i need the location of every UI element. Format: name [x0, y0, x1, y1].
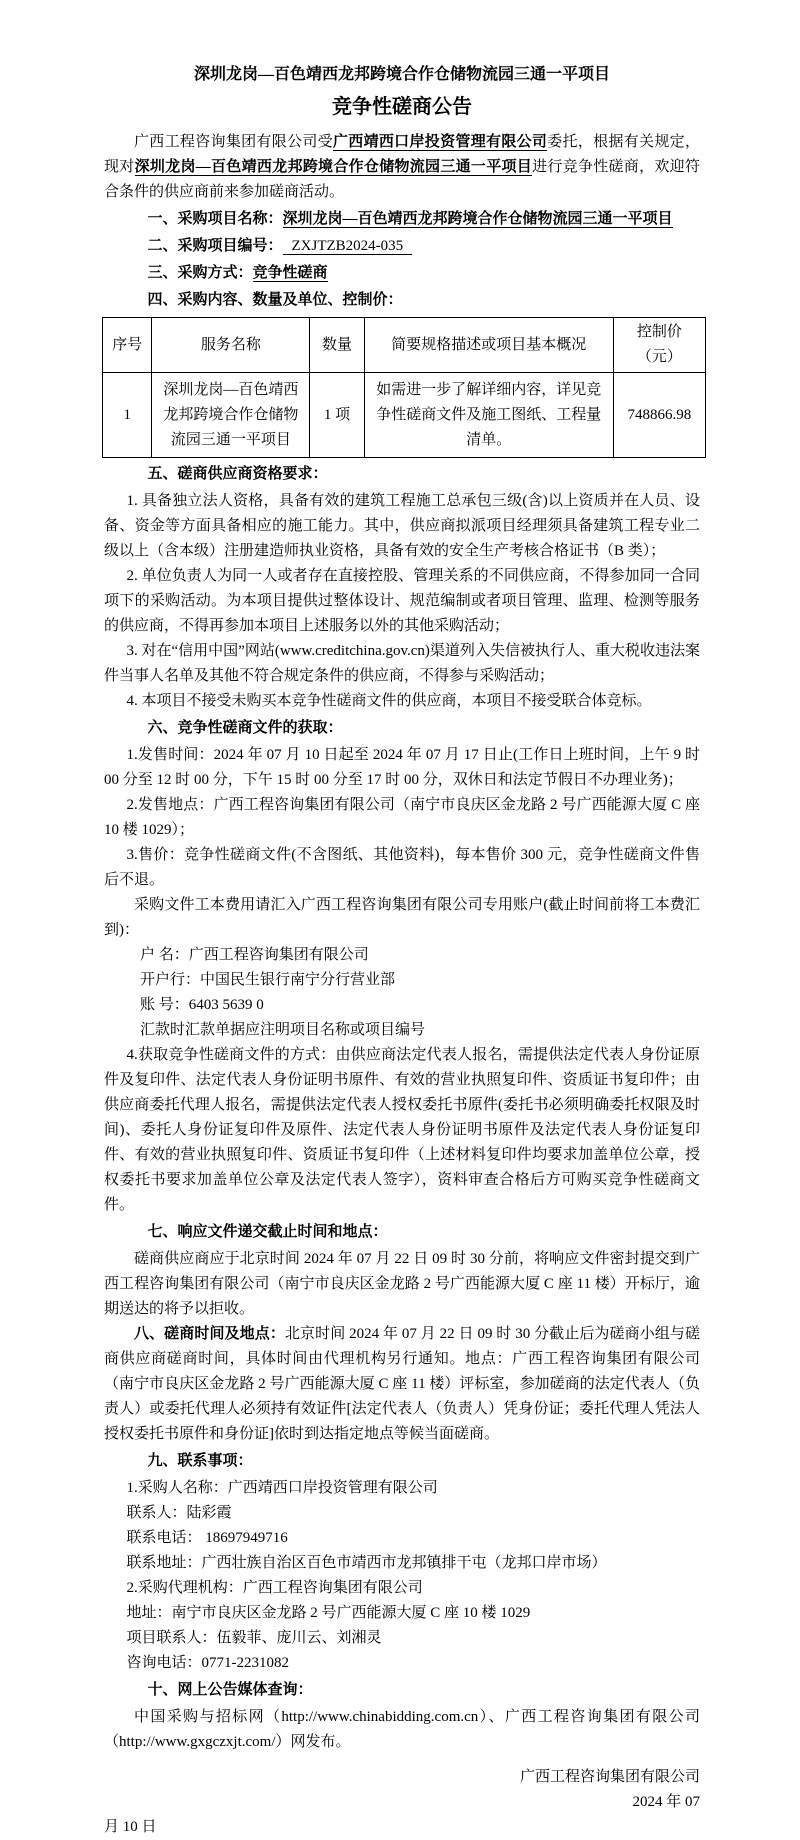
signature-date-left: 月 10 日: [104, 1819, 157, 1835]
intro-paragraph: [104, 130, 700, 205]
section-7-heading: 七、响应文件递交截止时间和地点：: [147, 1224, 388, 1240]
cell-control-price: 748866.98: [613, 373, 705, 458]
bank-account-number: 账 号：6403 5639 0: [140, 997, 264, 1013]
section-6-heading: 六、竞争性磋商文件的获取：: [147, 720, 343, 736]
inquiry-phone-line: 咨询电话：0771-2231082: [126, 1655, 289, 1671]
header-control-price: 控制价（元）: [613, 318, 705, 373]
document-fee-paragraph: 采购文件工本费用请汇入广西工程咨询集团有限公司专用账户(截止时间前将工本费汇到)：: [104, 897, 700, 938]
section-9-heading: 九、联系事项：: [147, 1453, 253, 1469]
bank-branch: 开户行：中国民生银行南宁分行营业部: [140, 972, 396, 988]
cell-description: 如需进一步了解详细内容，详见竞争性磋商文件及施工图纸、工程量清单。: [364, 373, 613, 458]
section-5-item-3: 3. 对在“信用中国”网站(www.creditchina.gov.cn)渠道列入失信被执行人、重大税收违法案件当事人名单及其他不符合规定条件的供应商，不得参与采购活动；: [104, 643, 700, 684]
cell-service-name: 深圳龙岗—百色靖西龙邦跨境合作仓储物流园三通一平项目: [152, 373, 310, 458]
intro-text-1: 广西工程咨询集团有限公司受: [134, 134, 333, 150]
section-2-label: 二、采购项目编号：: [147, 238, 283, 254]
header-service-name: 服务名称: [152, 318, 310, 373]
purchaser-name-underlined: 广西靖西口岸投资管理有限公司: [332, 134, 548, 150]
section-8-body: 北京时间 2024 年 07 月 22 日 09 时 30 分截止后为磋商小组与磋商供应商磋商时间，具体时间由代理机构另行通知。地点：广西工程咨询集团有限公司（南宁市良庆区金龙路 2 号广西能源大厦 C 座 11 楼）评标室，参加磋商的法定代表人（负责人）或委托代理人必须持有效证件[法定代表人（负责人）凭身份证；委托代理人凭法人授权委托书原件和身份证]依时到达指定地点等候当面磋商。: [104, 1326, 700, 1442]
section-10-body: 中国采购与招标网（http://www.chinabidding.com.cn）、广西工程咨询集团有限公司（http://www.gxgczxjt.com/）网发布。: [104, 1709, 700, 1750]
table-row: [103, 373, 706, 458]
section-10-heading: 十、网上公告媒体查询：: [147, 1682, 313, 1698]
section-5-item-1: 1. 具备独立法人资格，具备有效的建筑工程施工总承包三级(含)以上资质并在人员、设备、资金等方面具备相应的施工能力。其中，供应商拟派项目经理须具备建筑工程专业二级以上（含本级）注册建造师执业资格，具备有效的安全生产考核合格证书（B 类）；: [104, 493, 700, 559]
announcement-title: 竞争性磋商公告: [332, 96, 472, 118]
section-3-procurement-method: [104, 261, 700, 286]
header-description: 简要规格描述或项目基本概况: [364, 318, 613, 373]
section-5-item-2: 2. 单位负责人为同一人或者存在直接控股、管理关系的不同供应商，不得参加同一合同项下的采购活动。为本项目提供过整体设计、规范编制或者项目管理、监理、检测等服务的供应商，不得再参加本项目上述服务以外的其他采购活动；: [104, 568, 700, 634]
procurement-table: [102, 317, 706, 458]
section-2-value: ZXJTZB2024-035: [283, 238, 413, 255]
purchaser-name-line: 1.采购人名称：广西靖西口岸投资管理有限公司: [126, 1480, 438, 1496]
contact-address-line: 联系地址：广西壮族自治区百色市靖西市龙邦镇排干屯（龙邦口岸市场）: [126, 1555, 607, 1571]
cell-quantity: 1 项: [310, 373, 364, 458]
section-3-value: 竞争性磋商: [252, 265, 328, 281]
section-8-label: 八、磋商时间及地点：: [134, 1326, 285, 1342]
project-name-underlined: 深圳龙岗—百色靖西龙邦跨境合作仓储物流园三通一平项目: [134, 159, 533, 175]
remittance-note: 汇款时汇款单据应注明项目名称或项目编号: [140, 1022, 426, 1038]
cell-seq-no: 1: [103, 373, 152, 458]
section-5-heading: 五、磋商供应商资格要求：: [147, 466, 328, 482]
section-6-item-1: 1.发售时间：2024 年 07 月 10 日起至 2024 年 07 月 17 日止(工作日上班时间，上午 9 时 00 分至 12 时 00 分，下午 15 时 00 分至 17 时 00 分，双休日和法定节假日不办理业务)；: [104, 747, 700, 788]
section-1-project-name: [104, 207, 700, 232]
table-header-row: [103, 318, 706, 373]
header-quantity: 数量: [310, 318, 364, 373]
intro-text-2: 委托，根据有关规定，现对: [104, 134, 700, 175]
section-6-item-4: 4.获取竞争性磋商文件的方式：由供应商法定代表人报名，需提供法定代表人身份证原件及复印件、法定代表人身份证明书原件、有效的营业执照复印件、资质证书复印件；由供应商委托代理人报名，需提供法定代表人授权委托书原件(委托书必须明确委托权限及时间)、委托人身份证复印件及原件、法定代表人身份证明书原件及法定代表人身份证复印件、有效的营业执照复印件、资质证书复印件（上述材料复印件均要求加盖单位公章，授权委托书要求加盖单位公章及法定代表人签字），资料审查合格后方可购买竞争性磋商文件。: [104, 1047, 700, 1213]
section-1-value: 深圳龙岗—百色靖西龙邦跨境合作仓储物流园三通一平项目: [282, 211, 673, 227]
section-4-heading: 四、采购内容、数量及单位、控制价：: [147, 292, 403, 308]
section-1-label: 一、采购项目名称：: [147, 211, 283, 227]
intro-text-3: 进行竞争性磋商，欢迎符合条件的供应商前来参加磋商活动。: [104, 159, 700, 200]
section-5-item-4: 4. 本项目不接受未购买本竞争性磋商文件的供应商，本项目不接受联合体竞标。: [126, 693, 652, 709]
section-6-item-3: 3.售价：竞争性磋商文件(不含图纸、其他资料)，每本售价 300 元，竞争性磋商文件售后不退。: [104, 847, 700, 888]
header-seq-no: 序号: [103, 318, 152, 373]
contact-person-line: 联系人：陆彩霞: [126, 1505, 232, 1521]
section-8-paragraph: [104, 1322, 700, 1447]
agency-address-line: 地址：南宁市良庆区金龙路 2 号广西能源大厦 C 座 10 楼 1029: [126, 1605, 531, 1621]
section-6-item-2: 2.发售地点：广西工程咨询集团有限公司（南宁市良庆区金龙路 2 号广西能源大厦 C 座 10 楼 1029）；: [104, 797, 700, 838]
project-title: 深圳龙岗—百色靖西龙邦跨境合作仓储物流园三通一平项目: [193, 66, 610, 83]
bank-account-name: 户 名：广西工程咨询集团有限公司: [140, 947, 369, 963]
section-3-label: 三、采购方式：: [147, 265, 253, 281]
signature-organization: 广西工程咨询集团有限公司: [519, 1769, 700, 1785]
project-contacts-line: 项目联系人：伍毅菲、庞川云、刘湘灵: [126, 1630, 382, 1646]
agency-name-line: 2.采购代理机构：广西工程咨询集团有限公司: [126, 1580, 423, 1596]
section-7-body: 磋商供应商应于北京时间 2024 年 07 月 22 日 09 时 30 分前，将响应文件密封提交到广西工程咨询集团有限公司（南宁市良庆区金龙路 2 号广西能源大厦 C 座 11 楼）开标厅，逾期送达的将予以拒收。: [104, 1251, 700, 1317]
signature-date-right: 2024 年 07: [632, 1794, 700, 1810]
section-2-project-number: [104, 234, 700, 259]
contact-phone-line: 联系电话： 18697949716: [126, 1530, 288, 1546]
